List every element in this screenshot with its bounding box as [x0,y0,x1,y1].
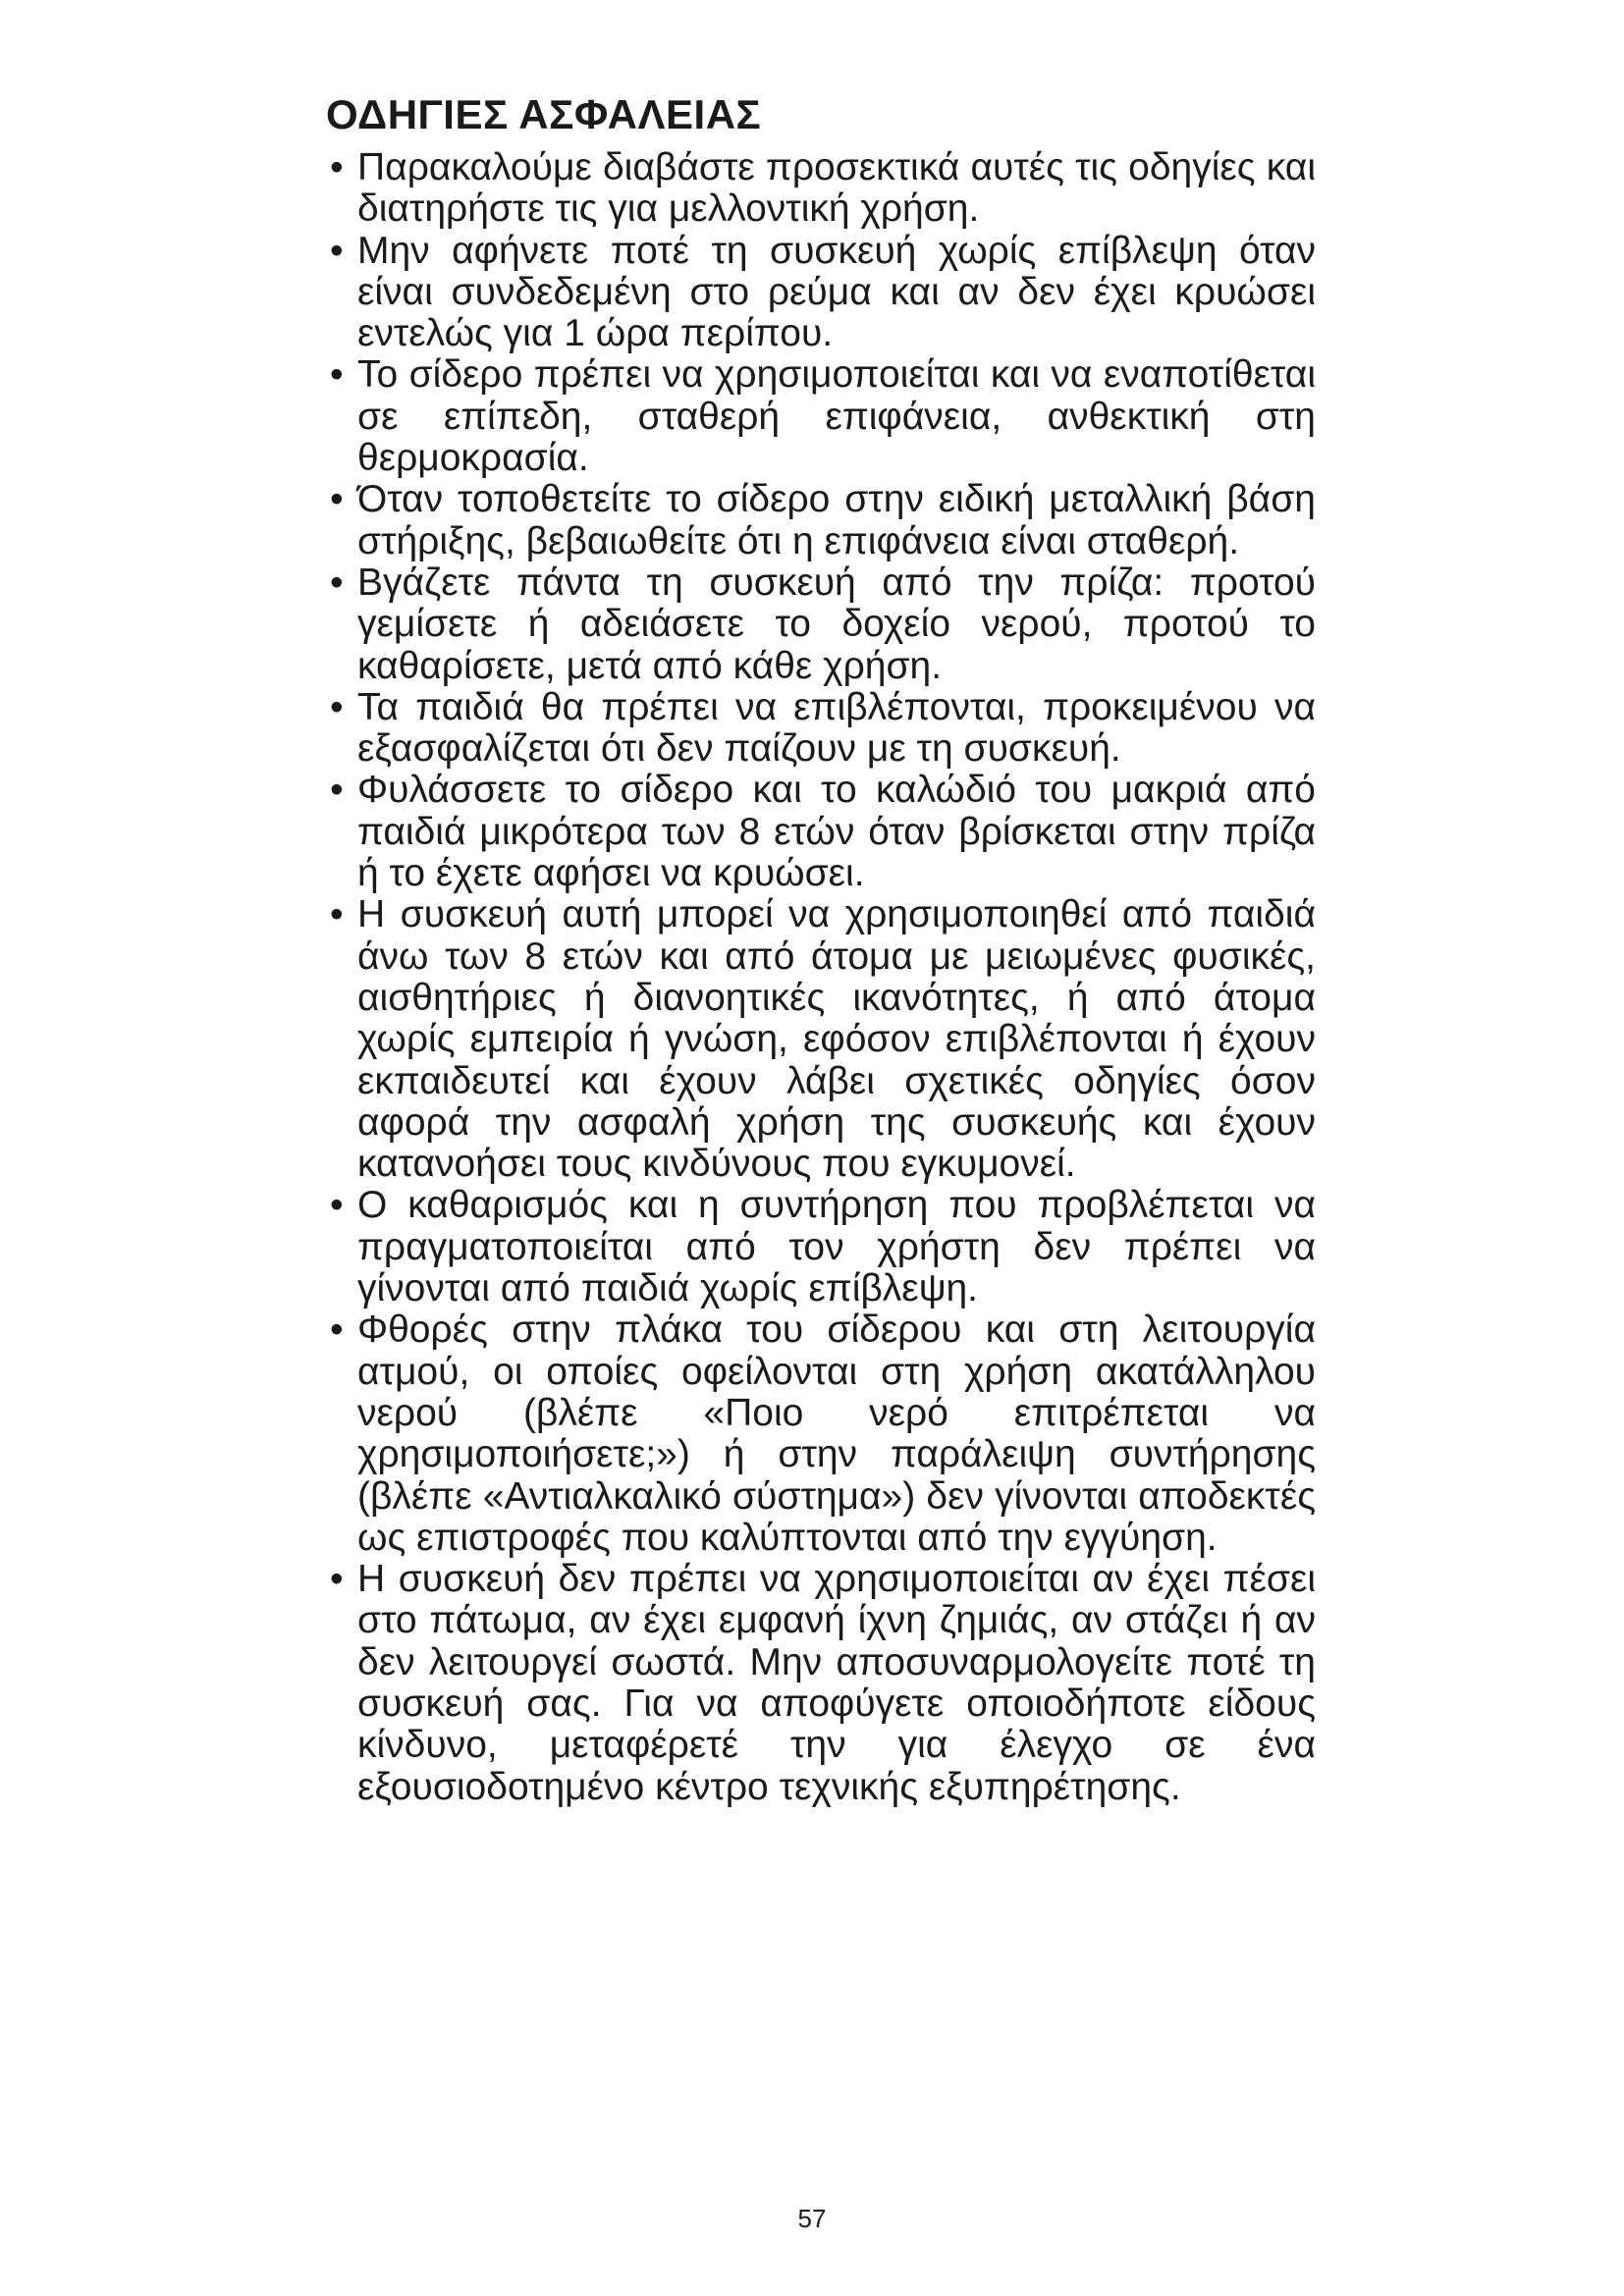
page-number: 57 [797,2204,827,2233]
bullet-icon: • [330,478,344,521]
list-item-text: Η συσκευή αυτή μπορεί να χρησιμοποιηθεί από παιδιά άνω των 8 ετών και από άτομα με μειωμένες φυσικές, αισθητήριες ή διανοητικές ικανότητες, ή από άτομα χωρίς εμπειρία ή γνώση, εφόσον επιβλέπονται ή έχουν εκπαιδευτεί και έχουν λάβει σχετικές οδηγίες όσον αφορά την ασφαλή χρήση της συσκευής και έχουν κατανοήσει τους κινδύνους που εγκυμονεί. [357,893,1316,1186]
list-item [324,147,1316,231]
list-item-text: Φθορές στην πλάκα του σίδερου και στη λειτουργία ατμού, οι οποίες οφείλονται στη χρήση ακατάλληλου νερού (βλέπε «Ποιο νερό επιτρέπεται να χρησιμοποιήσετε;») ή στην παράλειψη συντήρησης (βλέπε «Αντιαλκαλικό σύστημα») δεν γίνονται αποδεκτές ως επιστροφές που καλύπτονται από την εγγύηση. [357,1308,1316,1559]
list-item-text: Παρακαλούμε διαβάστε προσεκτικά αυτές τις οδηγίες και διατηρήστε τις για μελλοντική χρήση. [357,146,1316,231]
list-item [324,894,1316,1185]
list-item [324,231,1316,355]
list-item-text: Βγάζετε πάντα τη συσκευή από την πρίζα: προτού γεμίσετε ή αδειάσετε το δοχείο νερού, προτού το καθαρίσετε, μετά από κάθε χρήση. [357,561,1316,687]
bullet-icon: • [330,1184,344,1227]
safety-instructions-section [324,90,1316,1808]
list-item [324,354,1316,479]
list-item [324,1309,1316,1559]
bullet-icon: • [330,1558,344,1601]
list-item-text: Το σίδερο πρέπει να χρησιμοποιείται και να εναποτίθεται σε επίπεδη, σταθερή επιφάνεια, ανθεκτική στη θερμοκρασία. [357,353,1316,480]
bullet-icon: • [330,146,344,188]
bullet-icon: • [330,769,344,812]
list-item [324,1185,1316,1309]
section-title: ΟΔΗΓΙΕΣ ΑΣΦΑΛΕΙΑΣ [326,91,762,137]
list-item-text: Φυλάσσετε το σίδερο και το καλώδιό του μακριά από παιδιά μικρότερα των 8 ετών όταν βρίσκεται στην πρίζα ή το έχετε αφήσει να κρυώσει. [357,769,1316,895]
bullet-icon: • [330,685,344,728]
bullet-icon: • [330,893,344,936]
bullet-icon: • [330,1308,344,1352]
list-item [324,687,1316,771]
bullet-icon: • [330,229,344,272]
bullet-icon: • [330,561,344,604]
bullet-icon: • [330,353,344,397]
list-item-text: Όταν τοποθετείτε το σίδερο στην ειδική μεταλλική βάση στήριξης, βεβαιωθείτε ότι η επιφάνεια είναι σταθερή. [357,478,1316,562]
list-item [324,562,1316,687]
list-item [324,770,1316,894]
list-item [324,1559,1316,1808]
list-item-text: Ο καθαρισμός και η συντήρηση που προβλέπεται να πραγματοποιείται από τον χρήστη δεν πρέπει να γίνονται από παιδιά χωρίς επίβλεψη. [357,1184,1316,1310]
list-item [324,479,1316,562]
list-item-text: Η συσκευή δεν πρέπει να χρησιμοποιείται αν έχει πέσει στο πάτωμα, αν έχει εμφανή ίχνη ζημιάς, αν στάζει ή αν δεν λειτουργεί σωστά. Μην αποσυναρμολογείτε ποτέ τη συσκευή σας. Για να αποφύγετε οποιοδήποτε είδους κίνδυνο, μεταφέρετέ την για έλεγχο σε ένα εξουσιοδοτημένο κέντρο τεχνικής εξυπηρέτησης. [357,1558,1316,1808]
list-item-text: Τα παιδιά θα πρέπει να επιβλέπονται, προκειμένου να εξασφαλίζεται ότι δεν παίζουν με τη συσκευή. [357,685,1316,771]
list-item-text: Μην αφήνετε ποτέ τη συσκευή χωρίς επίβλεψη όταν είναι συνδεδεμένη στο ρεύμα και αν δεν έχει κρυώσει εντελώς για 1 ώρα περίπου. [357,229,1316,355]
safety-instructions-list [324,147,1316,1808]
